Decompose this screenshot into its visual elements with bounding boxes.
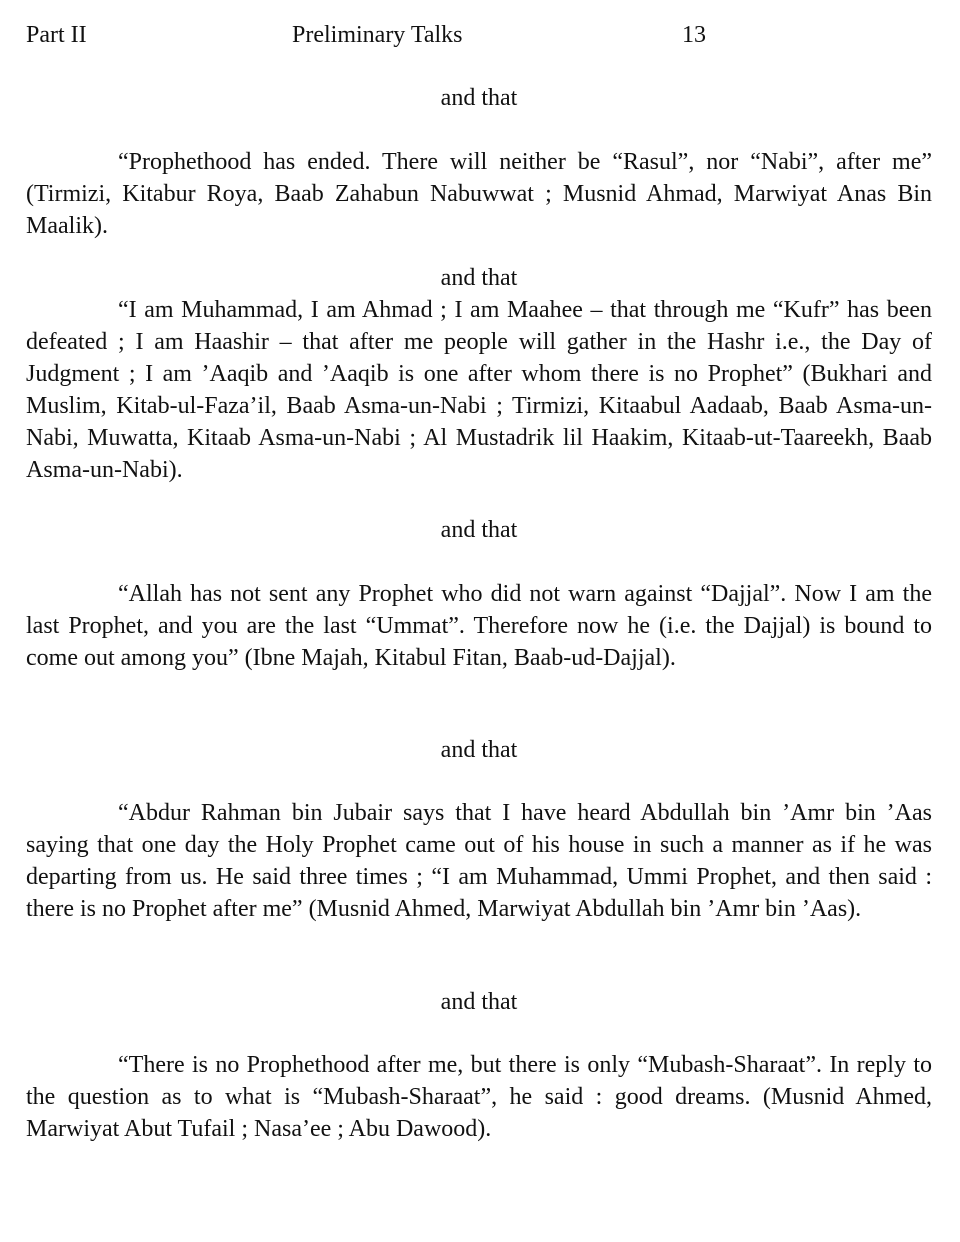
- part-label: Part II: [26, 22, 87, 48]
- quote-paragraph: “I am Muhammad, I am Ahmad ; I am Maahee – that through me “Kufr” has been defeated ; I am Haashir – that after me people will gather in the Hashr i.e., the Day of Judgment ; I am ’Aaqib and ’Aaqib is one after whom there is no Prophet” (Bukhari and Muslim, Kitab-ul-Faza’il, Baab Asma-un-Nabi ; Tirmizi, Kitaabul Aadaab, Baab Asma-un-Nabi, Muwatta, Kitaab Asma-un-Nabi ; Al Mustadrik lil Haakim, Kitaab-ut-Taareekh, Baab Asma-un-Nabi).: [26, 297, 932, 483]
- quote-paragraph: “Allah has not sent any Prophet who did not warn against “Dajjal”. Now I am the last Prophet, and you are the last “Ummat”. Therefore now he (i.e. the Dajjal) is bound to come out among you” (Ibne Majah, Kitabul Fitan, Baab-ud-Dajjal).: [26, 581, 932, 671]
- section-separator: and that: [440, 85, 518, 111]
- page-header: [26, 18, 932, 52]
- section-separator: and that: [440, 989, 518, 1015]
- page-number: 13: [682, 22, 706, 48]
- quote-paragraph: “Prophethood has ended. There will neither be “Rasul”, nor “Nabi”, after me” (Tirmizi, Kitabur Roya, Baab Zahabun Nabuwwat ; Musnid Ahmad, Marwiyat Anas Bin Maalik).: [26, 149, 932, 239]
- quote-paragraph: “There is no Prophethood after me, but there is only “Mubash-Sharaat”. In reply to the question as to what is “Mubash-Sharaat”, he said : good dreams. (Musnid Ahmed, Marwiyat Abut Tufail ; Nasa’ee ; Abu Dawood).: [26, 1052, 932, 1142]
- quote-paragraph: “Abdur Rahman bin Jubair says that I have heard Abdullah bin ’Amr bin ’Aas saying that one day the Holy Prophet came out of his house in such a manner as if he was departing from us. He said three times ; “I am Muhammad, Ummi Prophet, and then said : there is no Prophet after me” (Musnid Ahmed, Marwiyat Abdullah bin ’Amr bin ’Aas).: [26, 800, 932, 922]
- section-separator: and that: [440, 517, 518, 543]
- section-separator: and that: [440, 265, 518, 291]
- running-title: Preliminary Talks: [292, 22, 463, 48]
- document-page: [26, 0, 932, 1242]
- section-separator: and that: [440, 737, 518, 763]
